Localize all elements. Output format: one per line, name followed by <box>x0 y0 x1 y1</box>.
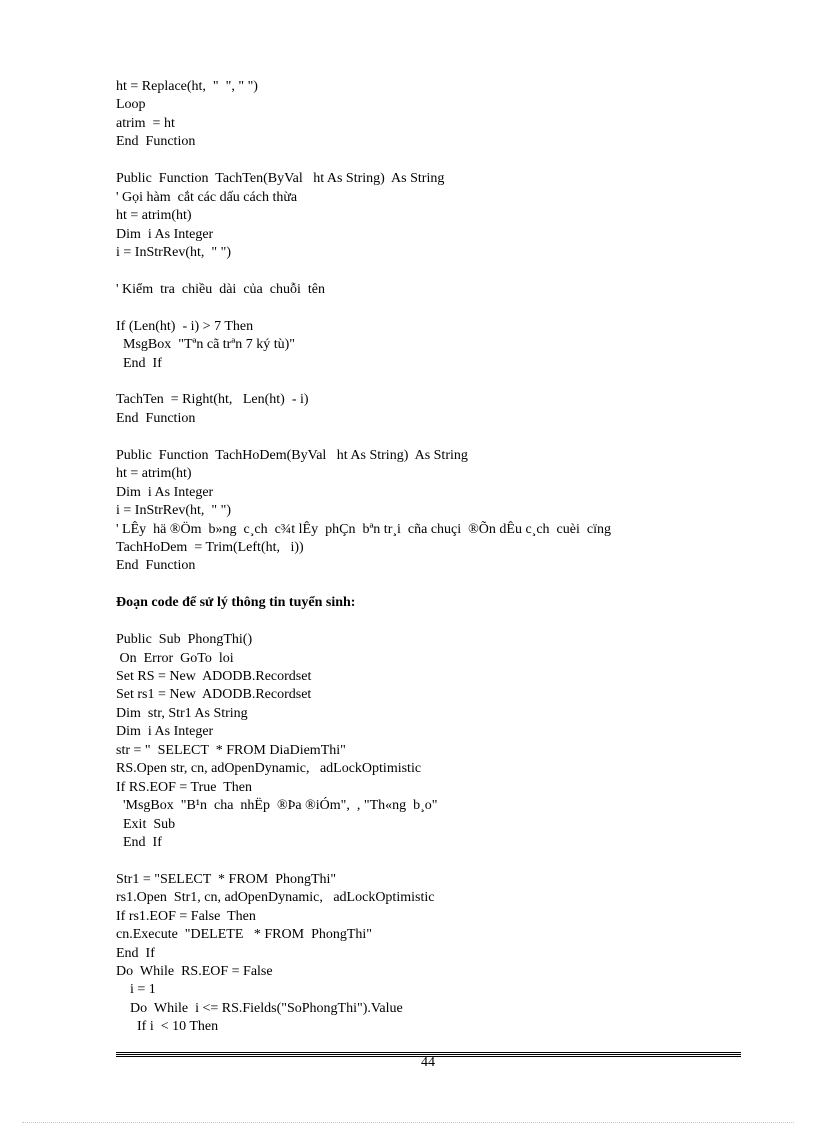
blank-line <box>116 852 756 870</box>
code-line: Do While RS.EOF = False <box>116 964 273 979</box>
code-line: Do While i <= RS.Fields("SoPhongThi").Value <box>116 1000 403 1016</box>
code-line: ' Gọi hàm cắt các dấu cách thừa <box>116 189 298 205</box>
code-listing <box>116 78 756 1037</box>
code-line: Dim i As Integer <box>116 484 214 500</box>
blank-line <box>116 576 756 594</box>
code-line: str = " SELECT * FROM DiaDiemThi" <box>116 742 346 758</box>
code-line: ' Kiểm tra chiều dài của chuỗi tên <box>116 281 325 297</box>
code-line: End Function <box>116 134 196 150</box>
code-line: If i < 10 Then <box>116 1019 219 1035</box>
code-line: i = 1 <box>116 982 156 998</box>
code-line: If RS.EOF = True Then <box>116 779 252 795</box>
code-line: i = InStrRev(ht, " ") <box>116 503 231 519</box>
blank-line <box>116 373 756 391</box>
code-line: cn.Execute "DELETE * FROM PhongThi" <box>116 927 373 943</box>
code-line: MsgBox "Tªn cã trªn 7 ký tù)" <box>116 337 295 353</box>
code-line: Public Function TachTen(ByVal ht As String) As String <box>116 171 445 187</box>
footer-rule-top <box>116 1052 741 1053</box>
code-line: ht = Replace(ht, " ", " ") <box>116 79 258 94</box>
blank-line <box>116 299 756 317</box>
code-line: Set RS = New ADODB.Recordset <box>116 669 312 684</box>
code-line: Exit Sub <box>116 816 176 832</box>
code-line: TachTen = Right(ht, Len(ht) - i) <box>116 392 309 408</box>
code-line: TachHoDem = Trim(Left(ht, i)) <box>116 539 304 555</box>
code-line: End If <box>116 355 162 371</box>
code-line: End Function <box>116 558 196 574</box>
code-line: rs1.Open Str1, cn, adOpenDynamic, adLockOptimistic <box>116 890 435 906</box>
code-line: ht = atrim(ht) <box>116 208 192 224</box>
blank-line <box>116 428 756 446</box>
code-line: On Error GoTo loi <box>116 650 234 666</box>
code-line: If (Len(ht) - i) > 7 Then <box>116 318 254 334</box>
code-line: End Function <box>116 410 196 426</box>
code-line: i = InStrRev(ht, " ") <box>116 244 231 260</box>
code-line: atrim = ht <box>116 115 175 131</box>
code-line: ' LÊy hä ®Öm b»ng c¸ch c¾t lÊy phÇn bªn tr¸i cña chuçi ®Õn dÊu c¸ch cuèi cïng <box>116 521 611 537</box>
code-line: Public Function TachHoDem(ByVal ht As String) As String <box>116 447 468 463</box>
page-number: 44 <box>421 1055 435 1070</box>
code-line: Set rs1 = New ADODB.Recordset <box>116 687 312 703</box>
code-line: 'MsgBox "B¹n cha nhËp ®Þa ®iÓm", , "Th«ng b¸o" <box>116 798 438 814</box>
code-line: If rs1.EOF = False Then <box>116 908 256 924</box>
code-line: Loop <box>116 97 146 113</box>
code-line: Public Sub PhongThi() <box>116 632 253 648</box>
blank-line <box>116 152 756 170</box>
code-line: ht = atrim(ht) <box>116 466 192 482</box>
code-line: Dim i As Integer <box>116 724 214 740</box>
code-line: Str1 = "SELECT * FROM PhongThi" <box>116 871 337 887</box>
code-line: RS.Open str, cn, adOpenDynamic, adLockOptimistic <box>116 761 422 777</box>
code-line: End If <box>116 834 162 850</box>
section-heading: Đoạn code để sử lý thông tin tuyển sinh: <box>116 595 356 611</box>
code-line: End If <box>116 945 155 961</box>
blank-line <box>116 262 756 280</box>
code-line: Dim i As Integer <box>116 226 214 242</box>
blank-line <box>116 613 756 631</box>
code-line: Dim str, Str1 As String <box>116 705 248 721</box>
